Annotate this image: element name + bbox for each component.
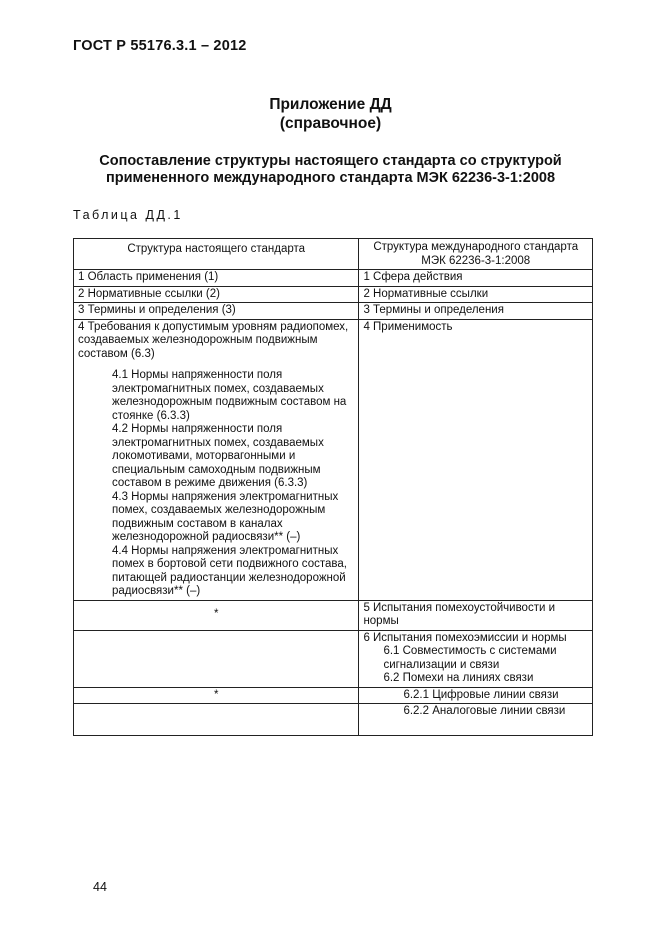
header-left: Структура настоящего стандарта bbox=[74, 239, 359, 270]
appendix-title-block bbox=[0, 95, 661, 133]
row4-left-sub1: 4.1 Нормы напряженности поля электромагнитных помех, создаваемых железнодорожным подвижным составом на стоянке (6.3.3) bbox=[112, 369, 347, 422]
appendix-subtitle: (справочное) bbox=[279, 115, 382, 132]
comparison-table bbox=[73, 238, 593, 736]
row7-left-marker: * bbox=[213, 688, 219, 701]
section-title-line1: Сопоставление структуры настоящего стандарта со структурой bbox=[99, 153, 562, 169]
table-row bbox=[74, 319, 593, 600]
table-header-row bbox=[74, 239, 593, 270]
row3-left: 3 Термины и определения (3) bbox=[74, 303, 359, 320]
appendix-title: Приложение ДД bbox=[269, 96, 392, 113]
page-number: 44 bbox=[93, 880, 107, 894]
row2-left: 2 Нормативные ссылки (2) bbox=[74, 286, 359, 303]
table-caption: Таблица ДД.1 bbox=[73, 208, 183, 222]
row4-right: 4 Применимость bbox=[359, 319, 593, 600]
row5-left-marker: * bbox=[213, 608, 219, 621]
row3-right: 3 Термины и определения bbox=[359, 303, 593, 320]
row1-left: 1 Область применения (1) bbox=[74, 270, 359, 287]
row8-right-text: 6.2.2 Аналоговые линии связи bbox=[403, 705, 566, 717]
table-row bbox=[74, 600, 593, 630]
section-title-line2: примененного международного стандарта МЭК 62236-3-1:2008 bbox=[105, 170, 556, 186]
header-right: Структура международного стандарта МЭК 62236-3-1:2008 bbox=[359, 239, 593, 270]
row4-left-sub2: 4.2 Нормы напряженности поля электромагнитных помех, создаваемых локомотивами, моторвагонными и специальным самоходным подвижным составом в режиме движения (6.3.3) bbox=[112, 423, 324, 489]
row5-left bbox=[74, 600, 359, 630]
row7-right-text: 6.2.1 Цифровые линии связи bbox=[403, 688, 559, 701]
row4-left-sub4: 4.4 Нормы напряжения электромагнитных помех в бортовой сети подвижного состава, питающей радиостанции железнодорожной радиосвязи** (–) bbox=[112, 544, 347, 597]
standard-id: ГОСТ Р 55176.3.1 – 2012 bbox=[73, 38, 247, 54]
table-row bbox=[74, 704, 593, 736]
row1-right: 1 Сфера действия bbox=[359, 270, 593, 287]
row6-right bbox=[359, 630, 593, 687]
table-row bbox=[74, 687, 593, 704]
row6-right-main: 6 Испытания помехоэмиссии и нормы bbox=[363, 631, 567, 644]
row2-right: 2 Нормативные ссылки bbox=[359, 286, 593, 303]
row8-left bbox=[74, 704, 359, 736]
section-title bbox=[60, 153, 601, 187]
row4-left-sub3: 4.3 Нормы напряжения электромагнитных помех, создаваемых железнодорожным подвижным составом в каналах железнодорожной радиосвязи** (–) bbox=[112, 490, 339, 543]
row6-right-sub2: 6.2 Помехи на линиях связи bbox=[383, 672, 534, 684]
row7-right bbox=[359, 687, 593, 704]
row7-left bbox=[74, 687, 359, 704]
table-row bbox=[74, 270, 593, 287]
row6-right-sub1: 6.1 Совместимость с системами сигнализации и связи bbox=[383, 645, 557, 671]
table-row bbox=[74, 303, 593, 320]
row5-right: 5 Испытания помехоустойчивости и нормы bbox=[359, 600, 593, 630]
table-row bbox=[74, 286, 593, 303]
table-row bbox=[74, 630, 593, 687]
row8-right bbox=[359, 704, 593, 736]
row6-left bbox=[74, 630, 359, 687]
row4-left-main: 4 Требования к допустимым уровням радиопомех, создаваемых железнодорожным подвижным составом (6.3) bbox=[78, 320, 349, 360]
row4-left bbox=[74, 319, 359, 600]
